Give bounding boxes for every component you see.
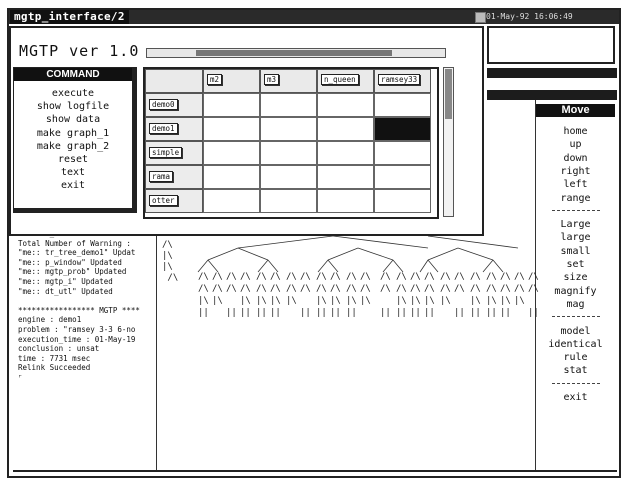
tree-node: /\: [360, 284, 371, 294]
tree-node: ||: [316, 308, 327, 318]
grid-cell[interactable]: [203, 189, 260, 213]
tree-node: /\: [270, 284, 281, 294]
command-item[interactable]: exit: [60, 180, 86, 192]
right-band-bottom: [487, 90, 617, 100]
log-line: "me:: tr_tree_demo1" Updat: [18, 248, 136, 258]
tree-node: ||: [500, 308, 511, 318]
column-label[interactable]: n_queen: [321, 74, 359, 85]
tree-node: /\: [346, 272, 357, 282]
tree-node: ||: [300, 308, 311, 318]
tree-node: /\: [198, 272, 209, 282]
command-item[interactable]: execute: [51, 88, 95, 99]
tree-node: ||: [330, 308, 341, 318]
tree-node: /\: [396, 284, 407, 294]
tree-node: /\: [454, 284, 465, 294]
tree-node: /\: [470, 272, 481, 282]
grid-cell[interactable]: [203, 93, 260, 117]
tree-node: /\: [424, 272, 435, 282]
grid-cell[interactable]: [374, 189, 431, 213]
log-line: ⌜: [18, 373, 23, 382]
move-item-identical[interactable]: identical: [548, 338, 603, 350]
tree-node: |\: [424, 296, 435, 306]
tree-edge: [428, 236, 518, 248]
tree-node: /\: [380, 284, 391, 294]
command-item[interactable]: show data: [45, 114, 101, 126]
tree-node: |\: [270, 296, 281, 306]
tree-edge: [258, 260, 268, 272]
log-line: conclusion : unsat: [18, 344, 100, 354]
tree-node: ||: [454, 308, 465, 318]
tree-node: /\: [528, 284, 539, 294]
tree-node: /\: [330, 284, 341, 294]
tree-node: ||: [380, 308, 391, 318]
log-line: execution_time : 01-May-19: [18, 334, 136, 344]
tree-node: |\: [346, 296, 357, 306]
row-label[interactable]: otter: [149, 195, 178, 206]
move-item-right[interactable]: right: [560, 165, 591, 177]
tree-node: /\: [270, 272, 281, 282]
tree-node: ||: [424, 308, 435, 318]
tree-node: |\: [198, 296, 209, 306]
column-label[interactable]: ramsey33: [378, 74, 420, 85]
log-line: "me:: mgtp_prob" Updated: [18, 267, 127, 277]
tree-node: /\: [300, 272, 311, 282]
tree-edge: [420, 260, 428, 272]
grid-cell[interactable]: [317, 165, 374, 189]
tree-node: /\: [486, 284, 497, 294]
tree-edge: [328, 260, 338, 272]
tree-node: /\: [440, 284, 451, 294]
clock-readout: 01-May-92 16:06:49: [486, 12, 573, 21]
tree-node: /\: [162, 273, 179, 283]
clock-icon: [475, 12, 486, 23]
tree-node: /\: [286, 272, 297, 282]
tree-node: /\: [300, 284, 311, 294]
grid-cell[interactable]: [317, 141, 374, 165]
grid-cell[interactable]: [374, 93, 431, 117]
log-line: "me:: p_window" Updated: [18, 257, 122, 267]
log-line: "me:: dt_utl" Updated: [18, 286, 113, 296]
tree-node: /\: [330, 272, 341, 282]
command-item[interactable]: text: [60, 167, 86, 179]
grid-cell[interactable]: [317, 189, 374, 213]
move-item-mag[interactable]: mag: [566, 298, 585, 310]
tree-node: |\: [500, 296, 511, 306]
tree-node: /\: [528, 272, 539, 282]
move-item-stat[interactable]: stat: [563, 365, 588, 377]
tree-edge: [428, 260, 438, 272]
tree-edge: [458, 248, 493, 260]
tree-node: ||: [346, 308, 357, 318]
tree-node: |\: [256, 296, 267, 306]
move-item-home[interactable]: home: [563, 126, 588, 137]
move-item-model[interactable]: model: [560, 325, 591, 337]
menu-separator: [552, 210, 600, 211]
tree-node: ||: [528, 308, 539, 318]
log-line: problem : "ramsey 3-3 6-no: [18, 325, 136, 334]
tree-edge: [383, 260, 393, 272]
tree-node: |\: [396, 296, 407, 306]
tree-node: ||: [486, 308, 497, 318]
grid-cell[interactable]: [260, 117, 317, 141]
row-label[interactable]: demo0: [149, 99, 178, 110]
grid-cell[interactable]: [260, 141, 317, 165]
move-item-down[interactable]: down: [563, 152, 588, 164]
move-item-up[interactable]: up: [569, 139, 582, 151]
move-item-set[interactable]: set: [566, 259, 585, 270]
move-item-range[interactable]: range: [560, 192, 591, 204]
tree-node: /\: [346, 284, 357, 294]
bottom-border: [13, 470, 617, 472]
log-line: ***************** MGTP ****: [18, 305, 140, 315]
tree-edge: [198, 260, 208, 272]
move-item-large[interactable]: Large: [560, 219, 591, 231]
log-line: time : 7731 msec: [18, 353, 91, 363]
row-label[interactable]: demo1: [149, 123, 178, 134]
tree-node: /\: [162, 240, 173, 250]
tree-edge: [238, 236, 333, 248]
tree-edge: [268, 260, 278, 272]
move-item-size[interactable]: size: [563, 272, 588, 284]
tree-edge: [208, 248, 238, 260]
tree-node: /\: [424, 284, 435, 294]
move-item-rule[interactable]: rule: [563, 352, 588, 364]
tree-node: |\: [486, 296, 497, 306]
tree-node: /\: [316, 284, 327, 294]
log-line: "me:: mgtp_i" Updated: [18, 277, 113, 286]
tree-node: |\: [514, 296, 525, 306]
tree-node: |\: [316, 296, 327, 306]
command-item[interactable]: make graph_1: [36, 127, 110, 139]
tree-node: /\: [226, 272, 237, 282]
tree-node: /\: [514, 284, 525, 294]
move-item-magnify[interactable]: magnify: [554, 285, 597, 297]
command-item[interactable]: show logfile: [36, 101, 110, 113]
tree-node: |\: [360, 296, 371, 306]
grid-cell[interactable]: [203, 141, 260, 165]
tree-node: |\: [410, 296, 421, 306]
tree-edge: [208, 260, 218, 272]
grid-cell-selected[interactable]: [374, 117, 431, 141]
tree-node: /\: [198, 284, 209, 294]
tree-node: ||: [256, 308, 267, 318]
log-line: Total Number of Warning :: [18, 238, 131, 248]
column-label[interactable]: m3: [264, 74, 279, 85]
move-item-left[interactable]: left: [563, 179, 588, 191]
row-label[interactable]: simple: [149, 147, 182, 158]
command-menu-header: COMMAND: [14, 68, 132, 81]
grid-cell[interactable]: [374, 141, 431, 165]
tree-edge: [393, 260, 403, 272]
tree-node: /\: [256, 284, 267, 294]
tree-node: /\: [486, 272, 497, 282]
tree-node: /\: [380, 272, 391, 282]
move-item-small[interactable]: small: [560, 245, 591, 257]
tree-node: |\: [440, 296, 451, 306]
command-item[interactable]: make graph_2: [36, 140, 110, 152]
grid-cell[interactable]: [260, 165, 317, 189]
move-item-large[interactable]: large: [560, 232, 591, 244]
tree-node: /\: [240, 272, 251, 282]
tree-node: |\: [212, 296, 223, 306]
move-item-exit[interactable]: exit: [563, 392, 588, 403]
tree-node: /\: [514, 272, 525, 282]
tree-node: /\: [256, 272, 267, 282]
tree-node: /\: [240, 284, 251, 294]
tree-node: /\: [212, 272, 223, 282]
tree-node: /\: [500, 284, 511, 294]
tree-node: /\: [396, 272, 407, 282]
tree-node: |\: [162, 251, 173, 261]
tree-node: |\: [470, 296, 481, 306]
tree-node: ||: [410, 308, 421, 318]
tree-edge: [238, 248, 268, 260]
tree-node: /\: [440, 272, 451, 282]
window-title[interactable]: mgtp_interface/2: [10, 10, 129, 24]
grid-cell[interactable]: [317, 93, 374, 117]
tree-node: |\: [240, 296, 251, 306]
tree-node: /\: [410, 284, 421, 294]
tree-edge: [333, 236, 428, 248]
grid-cell[interactable]: [317, 117, 374, 141]
grid-corner: [145, 69, 203, 93]
tree-edge: [318, 260, 328, 272]
tree-edge: [483, 260, 493, 272]
tree-node: /\: [470, 284, 481, 294]
tree-node: |\: [162, 262, 173, 272]
app-title: MGTP ver 1.0: [19, 42, 140, 60]
tree-node: ||: [470, 308, 481, 318]
grid-cell[interactable]: [260, 93, 317, 117]
tree-node: /\: [316, 272, 327, 282]
grid-cell[interactable]: [203, 117, 260, 141]
tree-node: /\: [454, 272, 465, 282]
right-band-top: [487, 68, 617, 78]
tree-node: /\: [500, 272, 511, 282]
tree-node: ||: [396, 308, 407, 318]
command-item[interactable]: reset: [57, 154, 89, 165]
grid-cell[interactable]: [203, 165, 260, 189]
tree-node: /\: [286, 284, 297, 294]
log-line: engine : demo1: [18, 315, 82, 325]
tree-node: ||: [270, 308, 281, 318]
tree-node: ||: [198, 308, 209, 318]
column-label[interactable]: m2: [207, 74, 222, 85]
vertical-scroll-thumb[interactable]: [445, 69, 452, 119]
tree-node: /\: [226, 284, 237, 294]
tree-edge: [428, 248, 458, 260]
right-top-window: [487, 26, 615, 64]
tree-node: |\: [286, 296, 297, 306]
tree-node: /\: [360, 272, 371, 282]
tree-node: ||: [226, 308, 237, 318]
tree-edge: [328, 248, 358, 260]
tree-edge: [493, 260, 503, 272]
tree-node: |\: [330, 296, 341, 306]
grid-cell[interactable]: [260, 189, 317, 213]
row-label[interactable]: rama: [149, 171, 173, 182]
grid-cell[interactable]: [374, 165, 431, 189]
log-line: Relink Succeeded: [18, 363, 91, 373]
menu-separator: [552, 383, 600, 384]
tree-node: /\: [212, 284, 223, 294]
move-menu-header: Move: [536, 104, 615, 117]
tree-edge: [358, 248, 393, 260]
horizontal-scroll-thumb[interactable]: [196, 50, 392, 56]
tree-node: /\: [410, 272, 421, 282]
tree-node: ||: [240, 308, 251, 318]
menu-separator: [552, 316, 600, 317]
